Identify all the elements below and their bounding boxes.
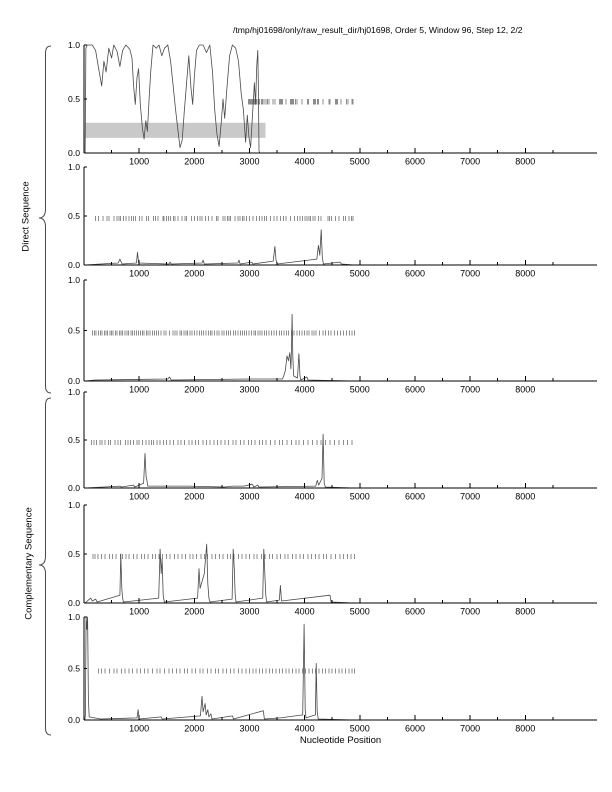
y-tick-label: 1.0 <box>68 40 80 50</box>
x-tick-label: 2000 <box>184 156 205 167</box>
predicted-region-band <box>85 123 265 138</box>
x-tick-label: 5000 <box>349 268 370 279</box>
axes <box>84 167 597 265</box>
complementary-sequence-brace <box>39 398 51 735</box>
y-tick-label: 0.5 <box>68 663 80 674</box>
x-tick-label: 8000 <box>515 606 536 617</box>
y-tick-label: 0.0 <box>68 483 80 493</box>
panel-complementary-frame-2 <box>68 500 597 617</box>
x-tick-label: 1000 <box>129 723 150 734</box>
x-tick-label: 8000 <box>515 384 536 395</box>
x-tick-label: 6000 <box>404 268 425 279</box>
y-tick-label: 0.5 <box>68 325 80 336</box>
plot-title: /tmp/hj01698/only/raw_result_dir/hj01698, Order 5, Window 96, Step 12, 2/2 <box>233 25 523 35</box>
panel-direct-frame-2 <box>68 162 597 279</box>
x-tick-label: 7000 <box>460 268 481 279</box>
x-tick-label: 6000 <box>404 156 425 167</box>
x-tick-label: 2000 <box>184 606 205 617</box>
x-tick-label: 8000 <box>515 268 536 279</box>
x-tick-label: 7000 <box>460 491 481 502</box>
x-tick-label: 2000 <box>184 268 205 279</box>
x-tick-label: 4000 <box>294 606 315 617</box>
x-tick-label: 1000 <box>129 268 150 279</box>
direct-sequence-label: Direct Sequence <box>20 181 32 252</box>
x-tick-label: 7000 <box>460 606 481 617</box>
panel-direct-frame-3 <box>68 275 597 395</box>
direct-sequence-brace <box>39 46 51 393</box>
x-tick-label: 2000 <box>184 723 205 734</box>
x-tick-label: 3000 <box>239 384 260 395</box>
panels-group <box>68 40 597 734</box>
x-tick-label: 7000 <box>460 384 481 395</box>
x-tick-label: 5000 <box>349 491 370 502</box>
y-tick-label: 0.5 <box>68 549 80 559</box>
coding-potential-curve <box>85 230 354 265</box>
axes <box>84 505 597 603</box>
x-tick-label: 1000 <box>129 384 150 395</box>
x-tick-label: 1000 <box>129 491 150 502</box>
x-tick-label: 3000 <box>239 156 260 167</box>
orf-markers <box>93 554 354 559</box>
y-tick-label: 0.0 <box>68 260 80 270</box>
panel-complementary-frame-1 <box>68 384 597 502</box>
x-tick-label: 2000 <box>184 384 205 395</box>
orf-markers <box>249 99 354 104</box>
y-tick-label: 1.0 <box>68 612 80 622</box>
y-tick-label: 0.5 <box>68 435 80 445</box>
x-tick-label: 6000 <box>404 606 425 617</box>
y-tick-label: 0.0 <box>68 376 80 386</box>
x-tick-label: 4000 <box>294 491 315 502</box>
x-tick-label: 3000 <box>239 606 260 617</box>
x-tick-label: 3000 <box>239 268 260 279</box>
y-tick-label: 1.0 <box>68 162 80 172</box>
x-tick-label: 3000 <box>239 491 260 502</box>
x-tick-label: 1000 <box>129 156 150 167</box>
x-tick-label: 5000 <box>349 723 370 734</box>
x-tick-label: 6000 <box>404 384 425 395</box>
x-tick-label: 4000 <box>294 384 315 395</box>
x-tick-label: 1000 <box>129 606 150 617</box>
x-tick-label: 7000 <box>460 723 481 734</box>
y-tick-label: 0.0 <box>68 715 80 725</box>
coding-potential-curve <box>85 314 354 381</box>
x-tick-label: 5000 <box>349 384 370 395</box>
panel-direct-frame-1 <box>68 40 597 167</box>
y-tick-label: 1.0 <box>68 275 80 285</box>
x-tick-label: 6000 <box>404 491 425 502</box>
x-tick-label: 6000 <box>404 723 425 734</box>
complementary-sequence-label: Complementary Sequence <box>23 507 35 620</box>
y-tick-label: 0.5 <box>68 94 80 104</box>
x-tick-label: 7000 <box>460 156 481 167</box>
y-tick-label: 0.0 <box>68 148 80 158</box>
axes <box>84 617 597 720</box>
y-tick-label: 1.0 <box>68 500 80 510</box>
x-tick-label: 8000 <box>515 723 536 734</box>
axes <box>84 392 597 488</box>
x-tick-label: 8000 <box>515 156 536 167</box>
y-tick-label: 0.0 <box>68 598 80 608</box>
y-tick-label: 1.0 <box>68 387 80 397</box>
x-tick-label: 8000 <box>515 491 536 502</box>
x-tick-label: 4000 <box>294 156 315 167</box>
x-tick-label: 4000 <box>294 268 315 279</box>
x-tick-label: 2000 <box>184 491 205 502</box>
orf-markers <box>92 440 352 445</box>
coding-potential-curve <box>85 544 354 603</box>
panel-complementary-frame-3 <box>68 612 597 734</box>
x-tick-label: 5000 <box>349 606 370 617</box>
orf-markers <box>92 331 354 336</box>
x-tick-label: 4000 <box>294 723 315 734</box>
x-tick-label: 3000 <box>239 723 260 734</box>
orf-markers <box>96 216 354 221</box>
y-tick-label: 0.5 <box>68 211 80 221</box>
x-tick-label: 5000 <box>349 156 370 167</box>
x-axis-title: Nucleotide Position <box>299 735 382 746</box>
